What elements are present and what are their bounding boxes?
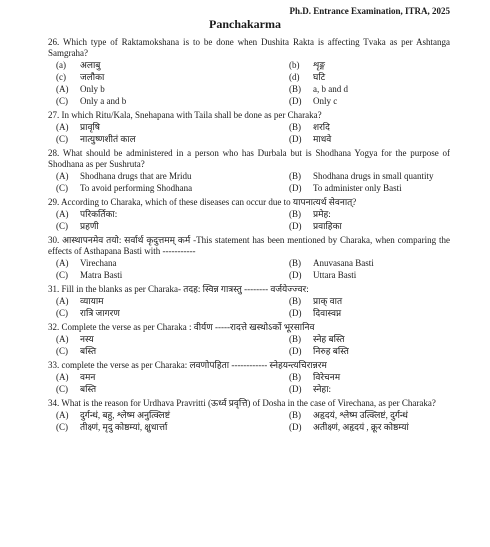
question-stem: 31. Fill in the blanks as per Charaka- तदह: स्विन्न गात्रस्तु -------- वर्जयेज्ज्वर: — [48, 284, 309, 294]
answer-option — [48, 96, 249, 107]
option-key: (D) — [289, 308, 302, 318]
answer-option — [48, 183, 249, 194]
answer-option — [249, 334, 450, 345]
option-grid — [48, 122, 450, 145]
option-key: (B) — [289, 122, 301, 132]
question-block — [48, 37, 450, 107]
option-text: प्राक् वात — [313, 296, 343, 306]
answer-option — [48, 84, 249, 95]
option-grid — [48, 209, 450, 232]
answer-option — [48, 221, 249, 232]
option-text: दुर्गन्धं, बहु, श्लेष्म अनुत्क्लिष्टं — [80, 410, 170, 420]
option-grid — [48, 334, 450, 357]
option-key: (B) — [289, 410, 301, 420]
option-text: वमन — [80, 372, 96, 382]
option-key: (a) — [56, 60, 66, 70]
option-text: प्रमेह: — [313, 209, 331, 219]
question-block — [48, 197, 450, 232]
option-text: स्नेह बस्ति — [313, 334, 345, 344]
answer-option — [249, 96, 450, 107]
option-grid — [48, 372, 450, 395]
option-key: (b) — [289, 60, 300, 70]
answer-option — [249, 122, 450, 133]
answer-option — [48, 122, 249, 133]
option-text: प्रवाहिका — [313, 221, 342, 231]
option-key: (D) — [289, 221, 302, 231]
option-text: जलौका — [80, 72, 105, 82]
option-grid — [48, 258, 450, 281]
option-text: Shodhana drugs in small quantity — [313, 171, 434, 181]
option-grid — [48, 410, 450, 433]
section-title: Panchakarma — [209, 17, 281, 31]
answer-option — [249, 134, 450, 145]
option-key: (C) — [56, 134, 68, 144]
answer-option — [48, 296, 249, 307]
answer-option — [48, 60, 249, 71]
option-key: (D) — [289, 270, 302, 280]
answer-option — [249, 221, 450, 232]
question-block — [48, 322, 450, 357]
option-text: नस्य — [80, 334, 94, 344]
question-block — [48, 110, 450, 145]
question-stem: 27. In which Ritu/Kala, Snehapana with Taila shall be done as per Charaka? — [48, 110, 322, 120]
option-key: (D) — [289, 384, 302, 394]
option-text: Matra Basti — [80, 270, 123, 280]
question-block — [48, 148, 450, 194]
option-key: (A) — [56, 296, 69, 306]
answer-option — [48, 209, 249, 220]
option-key: (D) — [289, 183, 302, 193]
option-key: (D) — [289, 422, 302, 432]
exam-header: Ph.D. Entrance Examination, ITRA, 2025 — [289, 6, 450, 16]
option-text: Shodhana drugs that are Mridu — [80, 171, 192, 181]
answer-option — [249, 410, 450, 421]
answer-option — [48, 171, 249, 182]
option-grid — [48, 171, 450, 194]
answer-option — [48, 346, 249, 357]
option-key: (B) — [289, 209, 301, 219]
answer-option — [249, 308, 450, 319]
option-text: घटि — [313, 72, 326, 82]
option-key: (A) — [56, 209, 69, 219]
option-key: (C) — [56, 96, 68, 106]
answer-option — [48, 410, 249, 421]
option-text: Only c — [313, 96, 338, 106]
option-text: शृङ्ग — [313, 60, 325, 70]
question-stem: 32. Complete the verse as per Charaka : वीर्यण -----रादत्ते खस्थोऽर्को भूरसानिव — [48, 322, 315, 332]
option-text: अतीक्ष्णं, अहृदयं , क्रूर कोष्ठम्यां — [313, 422, 409, 432]
answer-option — [249, 346, 450, 357]
question-stem: 26. Which type of Raktamokshana is to be done when Dushita Rakta is affecting Tvaka as per Ashtanga Samgraha? — [48, 37, 450, 58]
question-list — [48, 37, 450, 436]
option-text: Anuvasana Basti — [313, 258, 374, 268]
answer-option — [48, 372, 249, 383]
answer-option — [48, 134, 249, 145]
option-grid — [48, 60, 450, 107]
answer-option — [249, 384, 450, 395]
question-stem: 34. What is the reason for Urdhava Pravritti (ऊर्ध्व प्रवृत्ति) of Dosha in the case of Virechana, as per Charaka? — [48, 398, 436, 408]
option-grid — [48, 296, 450, 319]
option-text: निरुह बस्ति — [313, 346, 349, 356]
option-text: व्यायाम — [80, 296, 104, 306]
answer-option — [249, 209, 450, 220]
option-text: Only a and b — [80, 96, 127, 106]
option-text: बस्ति — [80, 384, 97, 394]
option-key: (C) — [56, 346, 68, 356]
answer-option — [48, 422, 249, 433]
option-text: शरदि — [313, 122, 330, 132]
option-key: (B) — [289, 258, 301, 268]
option-text: a, b and d — [313, 84, 348, 94]
option-key: (C) — [56, 384, 68, 394]
option-key: (B) — [289, 334, 301, 344]
answer-option — [249, 60, 450, 71]
option-text: Only b — [80, 84, 105, 94]
option-key: (C) — [56, 270, 68, 280]
option-key: (A) — [56, 84, 69, 94]
question-block — [48, 360, 450, 395]
question-block — [48, 235, 450, 281]
option-key: (C) — [56, 183, 68, 193]
answer-option — [249, 183, 450, 194]
option-text: रात्रि जागरण — [80, 308, 120, 318]
answer-option — [48, 308, 249, 319]
option-text: स्नेहा: — [313, 384, 332, 394]
option-key: (B) — [289, 372, 301, 382]
answer-option — [249, 372, 450, 383]
option-text: विरेचनम — [313, 372, 341, 382]
question-stem: 29. According to Charaka, which of these diseases can occur due to यापनात्यर्थ सेवनात्? — [48, 197, 357, 207]
option-text: अहृदयं, श्लेष्म उत्क्लिष्टं, दुर्गन्धं — [313, 410, 408, 420]
option-text: नात्युष्णशीतं काल — [80, 134, 136, 144]
answer-option — [249, 296, 450, 307]
option-text: प्रावृषि — [80, 122, 100, 132]
answer-option — [249, 270, 450, 281]
option-key: (C) — [56, 422, 68, 432]
answer-option — [249, 258, 450, 269]
option-text: माधवे — [313, 134, 332, 144]
question-block — [48, 284, 450, 319]
option-text: परिकर्तिका: — [80, 209, 118, 219]
answer-option — [249, 422, 450, 433]
option-text: Uttara Basti — [313, 270, 357, 280]
option-key: (C) — [56, 308, 68, 318]
option-key: (B) — [289, 84, 301, 94]
answer-option — [249, 72, 450, 83]
option-text: दिवास्वप्न — [313, 308, 342, 318]
answer-option — [48, 384, 249, 395]
option-key: (A) — [56, 258, 69, 268]
question-stem: 28. What should be administered in a person who has Durbala but is Shodhana Yogya for the purpose of Shodhana as per Sushruta? — [48, 148, 450, 169]
answer-option — [48, 258, 249, 269]
option-text: तीक्ष्णं, मृदु कोष्ठम्यां, क्षुधार्त्ता — [80, 422, 168, 432]
answer-option — [48, 270, 249, 281]
option-key: (A) — [56, 171, 69, 181]
option-key: (A) — [56, 122, 69, 132]
option-key: (d) — [289, 72, 300, 82]
option-text: प्रहणी — [80, 221, 99, 231]
question-block — [48, 398, 450, 433]
option-text: Virechana — [80, 258, 117, 268]
answer-option — [249, 171, 450, 182]
option-key: (B) — [289, 171, 301, 181]
option-text: To administer only Basti — [313, 183, 402, 193]
question-stem: 30. आस्थापनमेव तयो: सर्वार्थ कृदुत्तमम् कर्म -This statement has been mentioned by Charaka, when comparing the effects of Asthapana Basti with ----------- — [48, 235, 450, 256]
option-text: To avoid performing Shodhana — [80, 183, 193, 193]
option-key: (D) — [289, 346, 302, 356]
option-key: (A) — [56, 410, 69, 420]
question-stem: 33. complete the verse as per Charaka: लवणोपहिता ------------ स्नेहयन्त्यचिरान्नरम — [48, 360, 327, 370]
option-key: (c) — [56, 72, 66, 82]
option-key: (A) — [56, 372, 69, 382]
option-key: (D) — [289, 96, 302, 106]
option-key: (D) — [289, 134, 302, 144]
answer-option — [48, 72, 249, 83]
option-key: (B) — [289, 296, 301, 306]
option-key: (A) — [56, 334, 69, 344]
option-text: बस्ति — [80, 346, 97, 356]
option-text: अलाबु — [80, 60, 101, 70]
answer-option — [48, 334, 249, 345]
option-key: (C) — [56, 221, 68, 231]
answer-option — [249, 84, 450, 95]
